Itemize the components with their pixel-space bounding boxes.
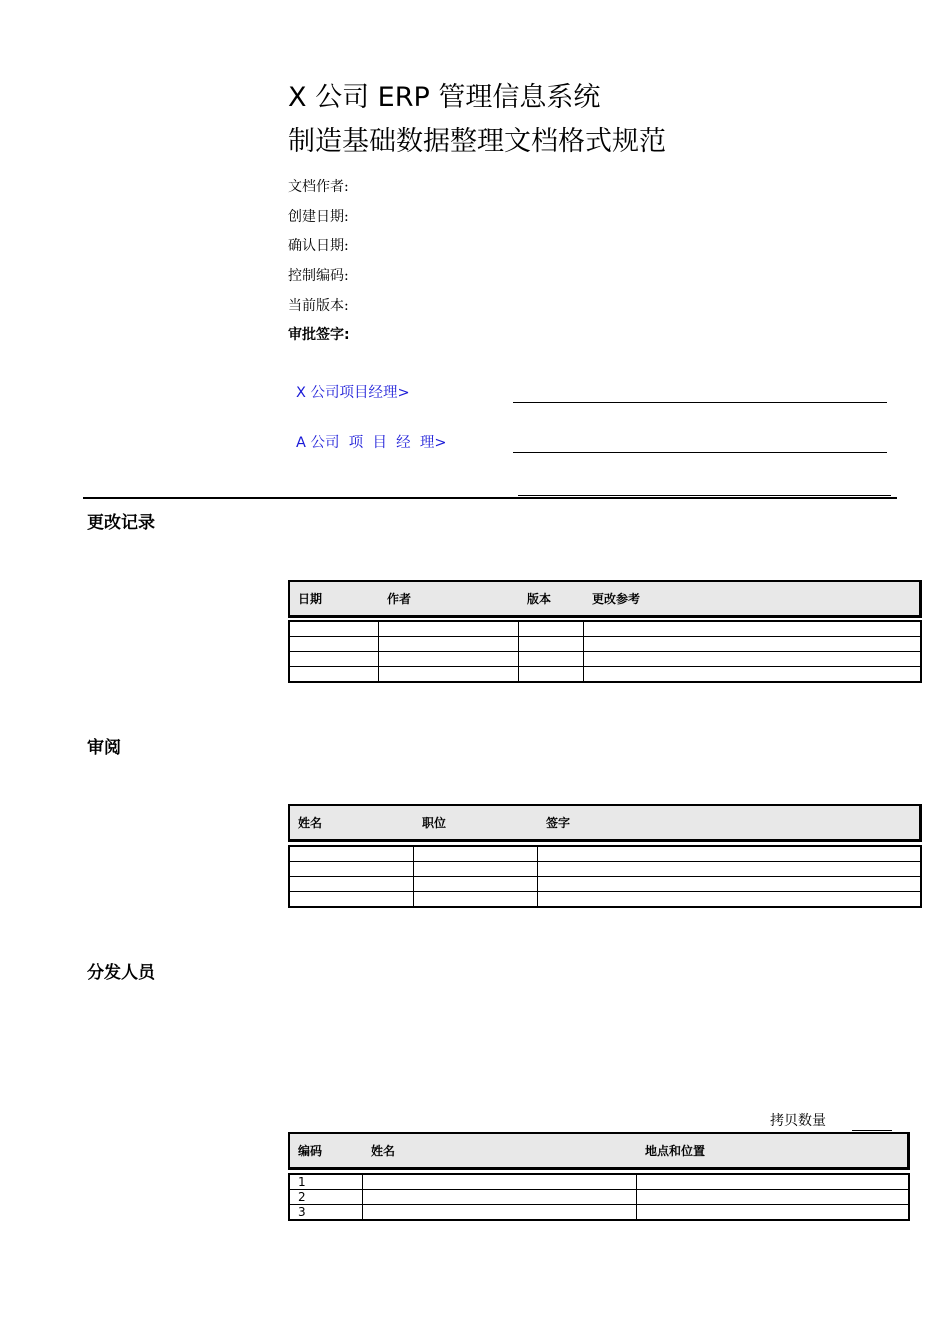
review-title: 审阅: [87, 738, 121, 758]
table-cell[interactable]: [583, 667, 921, 683]
table-cell[interactable]: 1: [289, 1174, 362, 1190]
table-row: [289, 846, 921, 862]
table-cell[interactable]: 3: [289, 1205, 362, 1221]
confirmed-date-label: 确认日期:: [288, 238, 349, 254]
column-header: 地点和位置: [645, 1144, 706, 1158]
table-cell[interactable]: [518, 621, 583, 637]
table-cell[interactable]: [636, 1205, 909, 1221]
table-cell[interactable]: [413, 892, 537, 908]
table-cell[interactable]: [378, 637, 518, 652]
table-cell[interactable]: [636, 1190, 909, 1205]
control-code-label: 控制编码:: [288, 268, 349, 284]
column-header: 作者: [387, 592, 412, 606]
distribution-table: [288, 1173, 910, 1221]
signature-line: [513, 452, 887, 453]
table-cell[interactable]: [362, 1205, 636, 1221]
table-cell[interactable]: [537, 877, 921, 892]
author-label: 文档作者:: [288, 179, 349, 195]
document-title: X 公司 ERP 管理信息系统: [288, 82, 601, 113]
table-cell[interactable]: [636, 1174, 909, 1190]
review-table: [288, 845, 922, 908]
column-header: 更改参考: [592, 592, 641, 606]
change-log-header: [288, 580, 922, 618]
column-header: 姓名: [371, 1144, 396, 1158]
signature-label-x-manager: X 公司项目经理>: [296, 385, 410, 401]
table-cell[interactable]: [289, 637, 378, 652]
table-row: [289, 892, 921, 908]
table-cell[interactable]: [362, 1190, 636, 1205]
copies-count-line: [852, 1130, 892, 1131]
table-cell[interactable]: [537, 846, 921, 862]
table-row: [289, 877, 921, 892]
table-cell[interactable]: [583, 637, 921, 652]
distribution-header: [288, 1132, 910, 1170]
table-cell[interactable]: [289, 892, 413, 908]
table-cell[interactable]: [518, 652, 583, 667]
table-cell[interactable]: [537, 862, 921, 877]
table-cell[interactable]: [583, 652, 921, 667]
created-date-label: 创建日期:: [288, 209, 349, 225]
table-row: [289, 1205, 909, 1221]
table-cell[interactable]: 2: [289, 1190, 362, 1205]
table-cell[interactable]: [518, 667, 583, 683]
table-row: [289, 637, 921, 652]
table-cell[interactable]: [583, 621, 921, 637]
signature-line: [513, 402, 887, 403]
separator-rule: [83, 497, 897, 499]
column-header: 版本: [527, 592, 552, 606]
table-cell[interactable]: [289, 652, 378, 667]
current-version-label: 当前版本:: [288, 298, 349, 314]
table-row: [289, 621, 921, 637]
change-log-table: [288, 620, 922, 683]
table-cell[interactable]: [413, 877, 537, 892]
column-header: 姓名: [298, 816, 323, 830]
approval-signature-label: 审批签字:: [288, 327, 350, 343]
table-cell[interactable]: [537, 892, 921, 908]
column-header: 日期: [298, 592, 323, 606]
column-header: 职位: [422, 816, 447, 830]
table-cell[interactable]: [413, 846, 537, 862]
table-row: [289, 1174, 909, 1190]
distribution-title: 分发人员: [87, 963, 155, 983]
signature-label-a-manager: A 公司 项 目 经 理>: [296, 435, 447, 451]
table-cell[interactable]: [378, 667, 518, 683]
table-cell[interactable]: [518, 637, 583, 652]
table-row: [289, 667, 921, 683]
column-header: 编码: [298, 1144, 323, 1158]
column-header: 签字: [546, 816, 571, 830]
table-cell[interactable]: [362, 1174, 636, 1190]
table-cell[interactable]: [289, 667, 378, 683]
table-row: [289, 862, 921, 877]
copies-count-label: 拷贝数量: [770, 1113, 826, 1129]
table-cell[interactable]: [378, 652, 518, 667]
table-row: [289, 1190, 909, 1205]
table-cell[interactable]: [289, 621, 378, 637]
document-subtitle: 制造基础数据整理文档格式规范: [288, 126, 666, 157]
table-row: [289, 652, 921, 667]
table-cell[interactable]: [289, 877, 413, 892]
table-cell[interactable]: [378, 621, 518, 637]
table-cell[interactable]: [289, 846, 413, 862]
change-log-title: 更改记录: [87, 513, 155, 533]
review-header: [288, 804, 922, 842]
separator-thin: [518, 495, 891, 496]
table-cell[interactable]: [413, 862, 537, 877]
table-cell[interactable]: [289, 862, 413, 877]
